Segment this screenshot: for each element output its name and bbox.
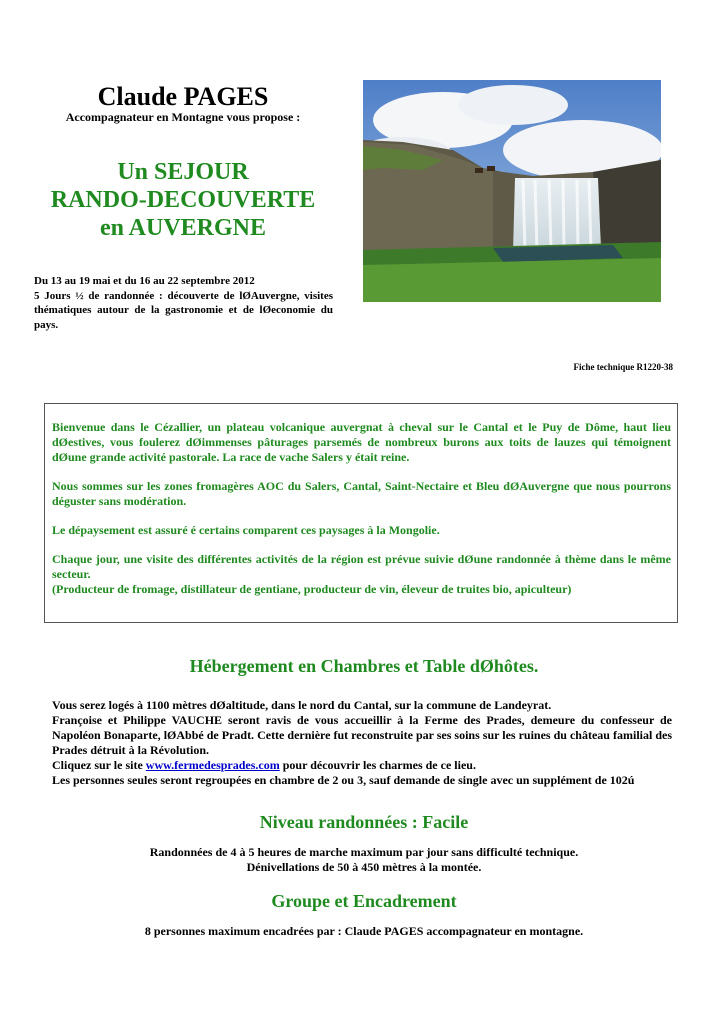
box-paragraph-2: Nous sommes sur les zones fromagères AOC du Salers, Cantal, Saint-Nectaire et Bleu dØAuvergne que nous pourrons déguster sans modération. xyxy=(52,479,671,508)
box-paragraph-1: Bienvenue dans le Cézallier, un plateau volcanique auvergnat à cheval sur le Cantal et le Puy de Dôme, haut lieu dØestives, vous foulerez dØimmenses pâturages parsemés de nombreux burons aux toits de lauzes qui témoignent dØune grande activité pastorale. La race de vache Salers y était reine. xyxy=(52,420,671,464)
title-line-2: RANDO-DECOUVERTE xyxy=(50,187,316,213)
groupe-line-1: 8 personnes maximum encadrées par : Claude PAGES accompagnateur en montagne. xyxy=(144,924,584,938)
hebergement-line-2: Françoise et Philippe VAUCHE seront ravis de vous accueillir à la Ferme des Prades, demeure du confesseur de Napoléon Bonaparte, lØAbbé de Pradt. Cette dernière fut reconstruite par ses soins sur les ruines du château familial des Prades détruit à la Révolution. xyxy=(52,713,672,757)
title-line-3: en AUVERGNE xyxy=(99,215,267,241)
hebergement-link-suffix: pour découvrir les charmes de ce lieu. xyxy=(279,758,476,772)
niveau-line-1: Randonnées de 4 à 5 heures de marche maximum par jour sans difficulté technique. xyxy=(149,845,579,859)
niveau-heading: Niveau randonnées : Facile xyxy=(259,812,469,832)
guide-name: Claude PAGES xyxy=(97,82,269,111)
hebergement-link-prefix: Cliquez sur le site xyxy=(52,758,146,772)
groupe-heading: Groupe et Encadrement xyxy=(271,891,457,911)
box-paragraph-4 xyxy=(52,552,671,597)
box-paragraph-4-list: (Producteur de fromage, distillateur de gentiane, producteur de vin, éleveur de truites bio, apiculteur) xyxy=(52,582,572,596)
intro-text xyxy=(34,274,333,332)
intro-description: 5 Jours ½ de randonnée : découverte de lØAuvergne, visites thématiques autour de la gastronomie et de lØeconomie du pays. xyxy=(34,289,333,331)
description-box xyxy=(44,403,678,623)
hebergement-line-1: Vous serez logés à 1100 mètres dØaltitude, dans le nord du Cantal, sur la commune de Landeyrat. xyxy=(52,698,552,712)
title-line-1: Un SEJOUR xyxy=(117,159,249,185)
waterfall-image xyxy=(363,80,661,302)
waterfall-photo xyxy=(363,80,661,302)
hebergement-line-4: Les personnes seules seront regroupées en chambre de 2 ou 3, sauf demande de single avec un supplément de 102ú xyxy=(52,773,635,787)
page-title xyxy=(34,158,332,242)
guide-subtitle: Accompagnateur en Montagne vous propose : xyxy=(65,110,301,124)
fermedesprades-link[interactable]: www.fermedesprades.com xyxy=(145,758,280,772)
box-paragraph-3: Le dépaysement est assuré é certains comparent ces paysages à la Mongolie. xyxy=(52,523,440,537)
intro-dates: Du 13 au 19 mai et du 16 au 22 septembre 2012 xyxy=(34,275,255,287)
box-paragraph-4-text: Chaque jour, une visite des différentes activités de la région est prévue suivie dØune randonnée à thème dans le même secteur. xyxy=(52,552,671,581)
hebergement-line-3 xyxy=(52,758,672,773)
niveau-line-2: Dénivellations de 50 à 450 mètres à la montée. xyxy=(246,860,482,874)
hebergement-heading: Hébergement en Chambres et Table dØhôtes. xyxy=(189,656,539,676)
hebergement-text xyxy=(52,698,672,788)
fiche-technique: Fiche technique R1220-38 xyxy=(573,362,673,372)
